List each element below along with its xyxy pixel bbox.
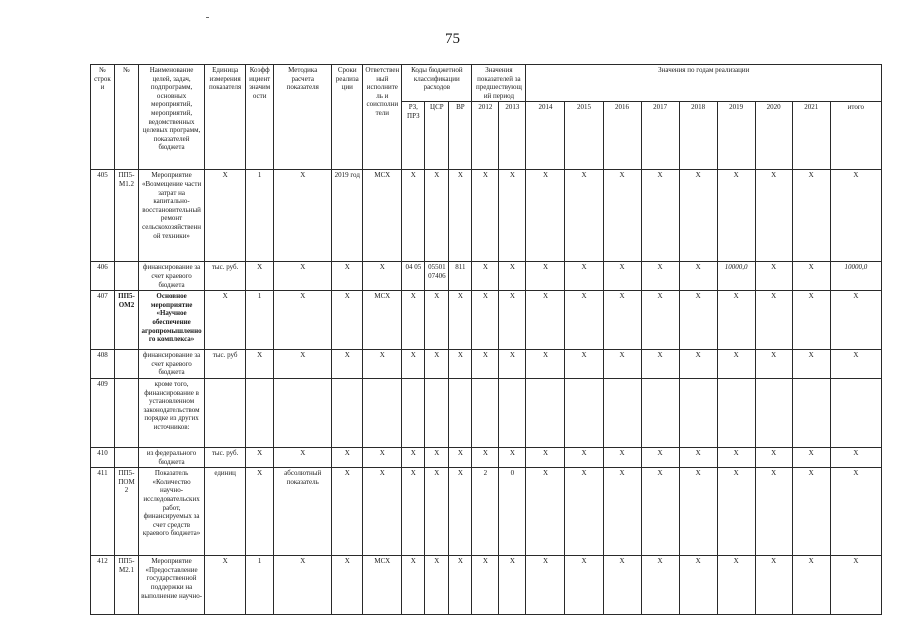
- cell-resp: Х: [363, 468, 402, 556]
- cell-method: Х: [274, 350, 332, 379]
- cell-y2012: Х: [472, 262, 499, 291]
- table-row: [91, 468, 882, 556]
- cell-y2021: [792, 378, 830, 447]
- header-name: Наименование целей, задач, подпрограмм, основных мероприятий, мероприятий, ведомственных целевых программ, показателей бюджета: [139, 65, 205, 170]
- cell-y2019: 10000,0: [717, 262, 755, 291]
- cell-y2019: Х: [717, 468, 755, 556]
- header-row-no: № строки: [91, 65, 115, 170]
- cell-name: Основное мероприятие «Научное обеспечение агропромышленного комплекса»: [139, 291, 205, 350]
- cell-term: [332, 378, 363, 447]
- cell-unit: Х: [205, 291, 246, 350]
- header-year-2018: 2018: [679, 102, 717, 170]
- cell-y2013: [499, 378, 526, 447]
- cell-coef: Х: [246, 447, 274, 467]
- cell-y2019: Х: [717, 350, 755, 379]
- cell-y2015: Х: [565, 350, 603, 379]
- cell-y2021: Х: [792, 170, 830, 262]
- cell-y2015: Х: [565, 468, 603, 556]
- cell-coef: 1: [246, 556, 274, 615]
- cell-y2016: Х: [603, 262, 641, 291]
- cell-resp: Х: [363, 447, 402, 467]
- cell-y2016: Х: [603, 447, 641, 467]
- cell-num: ПП5-ПОМ2: [115, 468, 139, 556]
- header-coef: Коэффициент значимости: [246, 65, 274, 170]
- cell-method: Х: [274, 262, 332, 291]
- cell-y2021: Х: [792, 350, 830, 379]
- cell-row: 410: [91, 447, 115, 467]
- cell-y2017: Х: [641, 447, 679, 467]
- header-budget-codes: Коды бюджетной классификации расходов: [402, 65, 472, 102]
- cell-name: финансирование за счет краевого бюджета: [139, 350, 205, 379]
- table-row: [91, 291, 882, 350]
- cell-csr: Х: [425, 556, 449, 615]
- header-csr: ЦСР: [425, 102, 449, 170]
- header-total: итого: [830, 102, 881, 170]
- header-term: Сроки реализации: [332, 65, 363, 170]
- table-row: [91, 556, 882, 615]
- cell-y2016: [603, 378, 641, 447]
- header-num: №: [115, 65, 139, 170]
- cell-csr: Х: [425, 170, 449, 262]
- header-prev-values: Значения показателей за предшествующий период: [472, 65, 526, 102]
- cell-y2017: Х: [641, 170, 679, 262]
- cell-y2016: Х: [603, 468, 641, 556]
- header-year-2013: 2013: [499, 102, 526, 170]
- cell-row: 406: [91, 262, 115, 291]
- header-year-2015: 2015: [565, 102, 603, 170]
- cell-unit: тыс. руб: [205, 350, 246, 379]
- cell-term: Х: [332, 262, 363, 291]
- cell-csr: Х: [425, 350, 449, 379]
- cell-row: 409: [91, 378, 115, 447]
- table-row: [91, 262, 882, 291]
- cell-total: Х: [830, 291, 881, 350]
- cell-y2013: Х: [499, 447, 526, 467]
- cell-name: Мероприятие «Предоставление государственной поддержки на выполнение научно-: [139, 556, 205, 615]
- cell-y2016: Х: [603, 291, 641, 350]
- cell-y2020: Х: [755, 447, 792, 467]
- cell-unit: тыс. руб.: [205, 262, 246, 291]
- cell-y2016: Х: [603, 170, 641, 262]
- cell-unit: единиц: [205, 468, 246, 556]
- cell-y2018: Х: [679, 556, 717, 615]
- cell-unit: Х: [205, 170, 246, 262]
- header-year-2014: 2014: [526, 102, 565, 170]
- cell-coef: Х: [246, 350, 274, 379]
- cell-y2018: Х: [679, 262, 717, 291]
- cell-coef: 1: [246, 170, 274, 262]
- header-method: Методика расчета показателя: [274, 65, 332, 170]
- cell-y2018: Х: [679, 291, 717, 350]
- cell-y2018: Х: [679, 170, 717, 262]
- cell-coef: Х: [246, 468, 274, 556]
- cell-num: ПП5-ОМ2: [115, 291, 139, 350]
- cell-csr: [425, 378, 449, 447]
- cell-y2017: Х: [641, 350, 679, 379]
- cell-name: из федерального бюджета: [139, 447, 205, 467]
- header-year-2020: 2020: [755, 102, 792, 170]
- cell-y2012: Х: [472, 170, 499, 262]
- cell-y2012: Х: [472, 447, 499, 467]
- cell-resp: МСХ: [363, 291, 402, 350]
- cell-total: Х: [830, 447, 881, 467]
- cell-term: Х: [332, 291, 363, 350]
- cell-rz: Х: [402, 170, 425, 262]
- cell-y2019: Х: [717, 170, 755, 262]
- header-year-2012: 2012: [472, 102, 499, 170]
- cell-rz: Х: [402, 291, 425, 350]
- cell-total: [830, 378, 881, 447]
- cell-y2014: Х: [526, 170, 565, 262]
- cell-y2014: [526, 378, 565, 447]
- cell-vr: [449, 378, 472, 447]
- cell-num: ПП5-М1.2: [115, 170, 139, 262]
- cell-vr: Х: [449, 447, 472, 467]
- cell-y2013: Х: [499, 262, 526, 291]
- cell-rz: [402, 378, 425, 447]
- cell-coef: [246, 378, 274, 447]
- cell-vr: Х: [449, 468, 472, 556]
- cell-y2014: Х: [526, 447, 565, 467]
- cell-csr: 05501 07406: [425, 262, 449, 291]
- cell-y2015: Х: [565, 447, 603, 467]
- cell-rz: Х: [402, 556, 425, 615]
- cell-name: финансирование за счет краевого бюджета: [139, 262, 205, 291]
- cell-rz: 04 05: [402, 262, 425, 291]
- cell-y2021: Х: [792, 262, 830, 291]
- cell-y2013: Х: [499, 170, 526, 262]
- cell-row: 408: [91, 350, 115, 379]
- cell-y2017: Х: [641, 556, 679, 615]
- cell-rz: Х: [402, 350, 425, 379]
- page-number: 75: [445, 31, 460, 47]
- cell-resp: МСХ: [363, 170, 402, 262]
- cell-y2016: Х: [603, 350, 641, 379]
- cell-y2015: Х: [565, 556, 603, 615]
- cell-y2015: Х: [565, 262, 603, 291]
- cell-total: Х: [830, 350, 881, 379]
- cell-vr: 811: [449, 262, 472, 291]
- cell-term: Х: [332, 447, 363, 467]
- cell-coef: Х: [246, 262, 274, 291]
- cell-term: Х: [332, 350, 363, 379]
- cell-y2019: Х: [717, 447, 755, 467]
- cell-row: 412: [91, 556, 115, 615]
- cell-method: Х: [274, 291, 332, 350]
- cell-y2020: [755, 378, 792, 447]
- cell-resp: Х: [363, 350, 402, 379]
- cell-y2014: Х: [526, 556, 565, 615]
- cell-name: Показатель «Количество научно-исследовательских работ, финансируемых за счет средств краевого бюджета»: [139, 468, 205, 556]
- cell-name: Мероприятие «Возмещение части затрат на капитально-восстановительный ремонт сельскохозяйственной техники»: [139, 170, 205, 262]
- cell-vr: Х: [449, 170, 472, 262]
- header-year-2016: 2016: [603, 102, 641, 170]
- header-year-2017: 2017: [641, 102, 679, 170]
- header-responsible: Ответственный исполнитель и соисполнители: [363, 65, 402, 170]
- cell-row: 405: [91, 170, 115, 262]
- cell-coef: 1: [246, 291, 274, 350]
- cell-rz: Х: [402, 468, 425, 556]
- cell-y2012: Х: [472, 350, 499, 379]
- cell-y2012: Х: [472, 556, 499, 615]
- cell-vr: Х: [449, 291, 472, 350]
- cell-y2019: Х: [717, 556, 755, 615]
- table-row: [91, 378, 882, 447]
- cell-y2013: Х: [499, 556, 526, 615]
- cell-y2017: [641, 378, 679, 447]
- cell-y2020: Х: [755, 170, 792, 262]
- cell-y2016: Х: [603, 556, 641, 615]
- cell-y2012: [472, 378, 499, 447]
- cell-y2013: Х: [499, 291, 526, 350]
- cell-total: Х: [830, 556, 881, 615]
- table-row: [91, 447, 882, 467]
- cell-y2019: [717, 378, 755, 447]
- cell-y2021: Х: [792, 468, 830, 556]
- cell-y2018: [679, 378, 717, 447]
- header-unit: Единица измерения показателя: [205, 65, 246, 170]
- scan-mark: [206, 17, 209, 18]
- cell-term: 2019 год: [332, 170, 363, 262]
- cell-total: 10000,0: [830, 262, 881, 291]
- cell-y2014: Х: [526, 468, 565, 556]
- header-vr: ВР: [449, 102, 472, 170]
- cell-num: [115, 350, 139, 379]
- cell-unit: [205, 378, 246, 447]
- cell-rz: Х: [402, 447, 425, 467]
- table-header-row: [91, 65, 882, 102]
- cell-y2013: 0: [499, 468, 526, 556]
- cell-num: [115, 447, 139, 467]
- cell-row: 407: [91, 291, 115, 350]
- cell-term: Х: [332, 556, 363, 615]
- cell-y2014: Х: [526, 350, 565, 379]
- cell-y2014: Х: [526, 262, 565, 291]
- cell-vr: Х: [449, 350, 472, 379]
- cell-y2021: Х: [792, 291, 830, 350]
- table-row: [91, 350, 882, 379]
- cell-y2018: Х: [679, 350, 717, 379]
- cell-y2020: Х: [755, 468, 792, 556]
- cell-y2019: Х: [717, 291, 755, 350]
- cell-csr: Х: [425, 291, 449, 350]
- cell-method: Х: [274, 170, 332, 262]
- cell-y2017: Х: [641, 468, 679, 556]
- table-body: [91, 170, 882, 615]
- cell-y2017: Х: [641, 262, 679, 291]
- cell-y2012: Х: [472, 291, 499, 350]
- cell-name: кроме того, финансирование в установленном законодательством порядке из других источников:: [139, 378, 205, 447]
- cell-y2017: Х: [641, 291, 679, 350]
- cell-num: [115, 378, 139, 447]
- header-rz: РЗ, ПРЗ: [402, 102, 425, 170]
- cell-method: абсолютный показатель: [274, 468, 332, 556]
- cell-resp: Х: [363, 262, 402, 291]
- cell-y2018: Х: [679, 447, 717, 467]
- cell-method: Х: [274, 447, 332, 467]
- cell-y2015: [565, 378, 603, 447]
- cell-unit: тыс. руб.: [205, 447, 246, 467]
- cell-total: Х: [830, 170, 881, 262]
- cell-method: Х: [274, 556, 332, 615]
- cell-resp: МСХ: [363, 556, 402, 615]
- cell-y2012: 2: [472, 468, 499, 556]
- cell-y2020: Х: [755, 350, 792, 379]
- cell-csr: Х: [425, 447, 449, 467]
- cell-method: [274, 378, 332, 447]
- cell-y2021: Х: [792, 447, 830, 467]
- cell-num: [115, 262, 139, 291]
- cell-unit: Х: [205, 556, 246, 615]
- cell-y2015: Х: [565, 170, 603, 262]
- cell-row: 411: [91, 468, 115, 556]
- cell-y2013: Х: [499, 350, 526, 379]
- cell-vr: Х: [449, 556, 472, 615]
- cell-term: Х: [332, 468, 363, 556]
- cell-y2020: Х: [755, 556, 792, 615]
- header-year-2021: 2021: [792, 102, 830, 170]
- cell-y2015: Х: [565, 291, 603, 350]
- cell-y2021: Х: [792, 556, 830, 615]
- table-row: [91, 170, 882, 262]
- cell-y2014: Х: [526, 291, 565, 350]
- cell-total: Х: [830, 468, 881, 556]
- cell-y2020: Х: [755, 291, 792, 350]
- cell-y2020: Х: [755, 262, 792, 291]
- program-table: [90, 64, 882, 615]
- cell-resp: [363, 378, 402, 447]
- cell-num: ПП5-М2.1: [115, 556, 139, 615]
- header-year-2019: 2019: [717, 102, 755, 170]
- cell-csr: Х: [425, 468, 449, 556]
- header-years-title: Значения по годам реализации: [526, 65, 882, 102]
- cell-y2018: Х: [679, 468, 717, 556]
